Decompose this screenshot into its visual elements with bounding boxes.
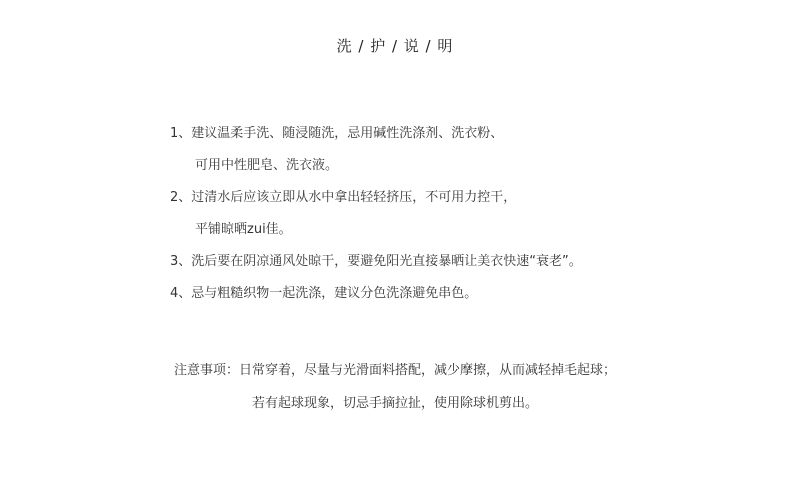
- page-title: 洗 / 护 / 说 / 明: [336, 37, 454, 55]
- notice-line-1: 注意事项：日常穿着，尽量与光滑面料搭配，减少摩擦，从而减轻掉毛起球；: [173, 363, 616, 378]
- notice-line-2: 若有起球现象，切忌手摘拉扯，使用除球机剪出。: [251, 396, 538, 411]
- care-instruction-1-continued: 可用中性肥皂、洗衣液。: [195, 158, 339, 173]
- care-instruction-4: 4、忌与粗糙织物一起洗涤，建议分色洗涤避免串色。: [170, 286, 478, 301]
- care-instruction-2-continued: 平铺晾晒zui佳。: [195, 222, 292, 237]
- care-instruction-3: 3、洗后要在阴凉通风处晾干，要避免阳光直接暴晒让美衣快速“衰老”。: [170, 254, 582, 269]
- care-instruction-1: 1、建议温柔手洗、随浸随洗，忌用碱性洗涤剂、洗衣粉、: [170, 126, 504, 141]
- care-instruction-2: 2、过清水后应该立即从水中拿出轻轻挤压，不可用力控干，: [170, 190, 517, 205]
